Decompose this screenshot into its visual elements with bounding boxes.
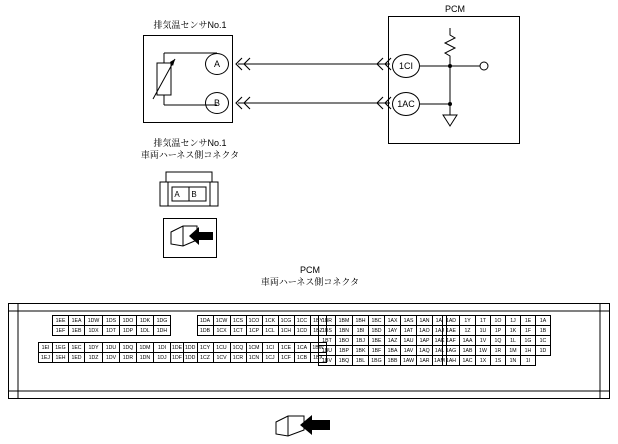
pin-cell: 1AN — [417, 316, 433, 326]
pin-cell: 1DX — [85, 326, 103, 336]
pin-cell: 1CG — [278, 316, 294, 326]
pin-cell: 1BL — [353, 356, 369, 366]
pin-cell: 1BQ — [336, 356, 353, 366]
table-row — [39, 343, 171, 353]
pin-cell: 1DI — [154, 343, 171, 353]
pin-cell: 1D — [536, 346, 551, 356]
pin-cell: 1BO — [336, 336, 353, 346]
pin-cell: 1CS — [230, 316, 246, 326]
pin-cell: 1AE — [443, 326, 460, 336]
pin-cell: 1AS — [401, 316, 417, 326]
pin-cell: 1DM — [137, 343, 154, 353]
table-row — [319, 346, 447, 356]
pin-cell: 1DH — [154, 326, 171, 336]
table-row — [171, 336, 327, 343]
pin-cell — [536, 356, 551, 366]
pin-cell — [171, 326, 184, 336]
pin-cell: 1G — [521, 336, 536, 346]
pin-cell: 1BC — [369, 316, 385, 326]
pin-cell: 1BS — [319, 326, 336, 336]
pin-cell: 1AY — [385, 326, 401, 336]
pin-cell: 1BX — [310, 353, 326, 363]
table-row — [171, 343, 327, 353]
table-row — [319, 316, 447, 326]
pin-cell: 1BI — [353, 326, 369, 336]
pin-cell: 1AX — [385, 316, 401, 326]
pin-cell: 1BZ — [310, 326, 326, 336]
pin-cell: 1L — [506, 336, 521, 346]
pin-cell: 1V — [476, 336, 491, 346]
pin-cell: 1DO — [120, 316, 137, 326]
pin-cell: 1BP — [336, 346, 353, 356]
pin-cell: 1U — [476, 326, 491, 336]
pin-cell: 1DD — [185, 354, 196, 361]
table-row — [39, 316, 171, 326]
pin-cell: 1DL — [137, 326, 154, 336]
pin-cell: 1DW — [85, 316, 103, 326]
connector-arrow-icon — [163, 218, 217, 258]
pin-cell: 1EB — [69, 326, 85, 336]
pin-cell — [39, 316, 53, 326]
pin-cell: 1H — [521, 346, 536, 356]
pin-cell: 1W — [476, 346, 491, 356]
pin-cell: 1BJ — [353, 336, 369, 346]
pin-cell: 1DB — [197, 326, 213, 336]
pin-cell: 1BY — [310, 316, 326, 326]
pin-cell: 1BU — [319, 346, 336, 356]
pin-block-4 — [442, 315, 551, 366]
sensor-terminal-b: B — [205, 92, 229, 114]
pin-cell: 1DZ — [85, 353, 103, 363]
pin-cell: 1R — [491, 346, 506, 356]
table-row — [171, 353, 327, 363]
pin-cell: 1AC — [460, 356, 476, 366]
pin-cell: 1J — [506, 316, 521, 326]
pin-cell: 1CO — [246, 316, 262, 326]
pin-cell: 1O — [491, 316, 506, 326]
pin-cell: 1DA — [197, 316, 213, 326]
pin-cell: 1Z — [460, 326, 476, 336]
pin-cell: 1CC — [294, 316, 310, 326]
pin-cell: 1DT — [103, 326, 120, 336]
table-row — [39, 326, 171, 336]
pin-cell: 1K — [506, 326, 521, 336]
pin-cell: 1BF — [369, 346, 385, 356]
pin-cell: 1AO — [417, 326, 433, 336]
pin-cell: 1CY — [197, 343, 213, 353]
pin-block-1-table — [38, 315, 171, 363]
table-row — [171, 316, 327, 326]
pin-cell — [39, 326, 53, 336]
pin-cell: 1CN — [246, 353, 262, 363]
pin-cell: 1CD — [294, 326, 310, 336]
pcm-pin-1ci: 1CI — [392, 54, 420, 78]
pin-cell: 1AM — [434, 357, 445, 364]
pin-cell: 1AH — [443, 356, 460, 366]
pin-cell: 1AJ — [433, 326, 447, 336]
pin-cell: 1DS — [103, 316, 120, 326]
pin-cell: 1CR — [230, 353, 246, 363]
pin-cell: 1AQ — [417, 346, 433, 356]
pin-cell: 1EC — [69, 343, 85, 353]
sensor-connector-title-line2: 車両ハーネス側コネクタ — [140, 150, 240, 160]
pin-cell — [171, 316, 184, 326]
pin-cell: 1CI — [262, 343, 278, 353]
pcm-connector-arrow-icon — [268, 410, 338, 444]
pin-cell: 1EA — [69, 316, 85, 326]
pin-cell: 1CH — [278, 326, 294, 336]
pin-block-1 — [38, 315, 171, 363]
pin-cell: 1AG — [443, 346, 460, 356]
pin-cell: 1BH — [353, 316, 369, 326]
pin-cell: 1BV — [319, 356, 336, 366]
spacer — [39, 336, 171, 343]
sensor-connector-pin-b: B — [191, 190, 197, 199]
pin-cell: 1CZ — [197, 353, 213, 363]
table-row — [319, 336, 447, 346]
pin-cell: 1DV — [103, 353, 120, 363]
pin-cell: 1CX — [213, 326, 230, 336]
pcm-pin-1ac: 1AC — [392, 92, 420, 116]
pin-cell: 1CA — [294, 343, 310, 353]
pin-cell: 1AK — [433, 336, 447, 346]
pin-cell — [184, 326, 198, 336]
pin-cell: 1CW — [213, 316, 230, 326]
pin-cell: 1P — [491, 326, 506, 336]
pin-cell: 1BA — [385, 346, 401, 356]
pin-block-4-table — [442, 315, 551, 366]
pin-cell: 1CE — [278, 343, 294, 353]
pcm-connector-title-line2: 車両ハーネス側コネクタ — [260, 277, 360, 287]
pin-cell: 1DY — [85, 343, 103, 353]
sensor-connector-title-line1: 排気温センサNo.1 — [153, 138, 227, 148]
pin-cell: 1DN — [137, 353, 154, 363]
pin-cell: 1BW — [310, 343, 326, 353]
pin-block-2-table — [170, 315, 327, 363]
pin-cell: 1AI — [433, 316, 447, 326]
pin-cell: 1DQ — [120, 343, 137, 353]
pin-cell: 1EI — [39, 343, 53, 353]
pcm-internal-circuit — [388, 16, 520, 144]
table-row — [39, 353, 171, 363]
pin-cell: 1DU — [103, 343, 120, 353]
pin-cell: 1AZ — [385, 336, 401, 346]
pin-cell: 1BD — [369, 326, 385, 336]
spacer — [171, 336, 327, 343]
pin-cell: 1N — [506, 356, 521, 366]
pin-cell: 1AA — [460, 336, 476, 346]
pin-cell: 1AU — [401, 336, 417, 346]
table-row — [443, 336, 551, 346]
pin-cell: 1BM — [336, 316, 353, 326]
pin-cell: 1T — [476, 316, 491, 326]
pin-cell: 1CT — [230, 326, 246, 336]
sensor-terminal-a: A — [205, 53, 229, 75]
table-row — [443, 316, 551, 326]
pin-cell: 1EE — [53, 316, 69, 326]
table-row — [443, 356, 551, 366]
pin-cell: 1AR — [417, 356, 433, 366]
pin-cell: 1E — [521, 316, 536, 326]
pin-cell: 1Q — [491, 336, 506, 346]
pin-block-3 — [318, 315, 447, 366]
pin-cell: 1B — [536, 326, 551, 336]
pin-cell: 1AL — [433, 346, 447, 356]
pin-cell: 1CL — [262, 326, 278, 336]
pin-cell: 1DE — [171, 344, 183, 351]
table-row — [443, 326, 551, 336]
pin-cell: 1DJ — [154, 353, 171, 363]
pin-cell: 1I — [521, 356, 536, 366]
pin-cell: 1BR — [319, 316, 336, 326]
pin-cell: 1DR — [120, 353, 137, 363]
pin-cell: 1AT — [401, 326, 417, 336]
pin-cell: 1CQ — [230, 343, 246, 353]
pin-cell: 1CB — [294, 353, 310, 363]
pin-cell: 1A — [536, 316, 551, 326]
pin-cell — [184, 316, 198, 326]
pin-cell: 1C — [536, 336, 551, 346]
pin-cell: 1EJ — [39, 353, 53, 363]
sensor-connector-drawing — [158, 168, 222, 210]
pin-cell: 1BK — [353, 346, 369, 356]
table-row — [319, 356, 447, 366]
pin-cell: 1AP — [417, 336, 433, 346]
pcm-top-label: PCM — [445, 4, 465, 14]
pin-block-2 — [170, 315, 327, 363]
pcm-connector-title-line1: PCM — [300, 265, 320, 275]
pin-cell: 1DK — [137, 316, 154, 326]
pin-cell: 1CP — [246, 326, 262, 336]
pin-cell: 1BG — [369, 356, 385, 366]
pin-cell: 1S — [491, 356, 506, 366]
pin-cell: 1EG — [53, 343, 69, 353]
table-row — [39, 336, 171, 343]
pin-cell: 1X — [476, 356, 491, 366]
table-row — [443, 346, 551, 356]
pin-cell: 1M — [506, 346, 521, 356]
pin-cell: 1CK — [262, 316, 278, 326]
pin-block-3-table — [318, 315, 447, 366]
pin-cell: 1EF — [53, 326, 69, 336]
pin-cell: 1F — [521, 326, 536, 336]
pin-cell: 1BT — [319, 336, 336, 346]
pin-cell: 1AF — [443, 336, 460, 346]
pin-cell: 1AD — [443, 316, 460, 326]
pin-cell: 1CV — [213, 353, 230, 363]
pin-cell: 1DD — [185, 344, 196, 351]
pin-cell: 1BB — [385, 356, 401, 366]
pin-cell: 1DG — [154, 316, 171, 326]
sensor-connector-pin-a: A — [174, 190, 180, 199]
pin-cell: 1AB — [460, 346, 476, 356]
pin-cell: 1EH — [53, 353, 69, 363]
table-row — [319, 326, 447, 336]
pin-cell: 1DP — [120, 326, 137, 336]
pin-cell: 1AV — [401, 346, 417, 356]
table-row — [171, 326, 327, 336]
pin-cell: 1DF — [172, 354, 182, 361]
pin-cell: 1CM — [246, 343, 262, 353]
pin-cell: 1AW — [401, 356, 417, 366]
sensor-title-label: 排気温センサNo.1 — [153, 20, 227, 30]
pin-cell: 1BN — [336, 326, 353, 336]
pin-cell: 1ED — [69, 353, 85, 363]
pin-cell: 1CF — [278, 353, 294, 363]
pin-cell: 1CJ — [262, 353, 278, 363]
pin-cell: 1CU — [213, 343, 230, 353]
pin-cell: 1BE — [369, 336, 385, 346]
harness-wires — [228, 40, 398, 130]
pin-cell: 1Y — [460, 316, 476, 326]
